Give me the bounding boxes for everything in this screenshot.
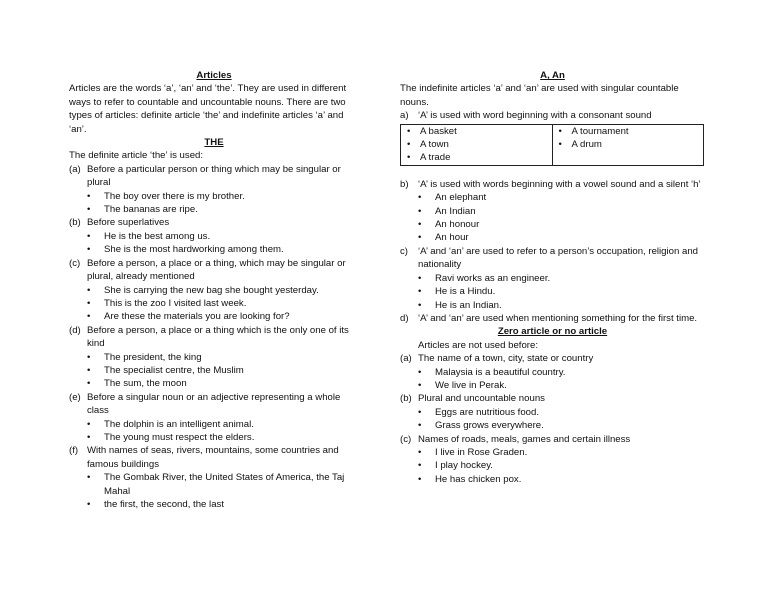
section-label: (c) <box>400 433 412 445</box>
section-text: Plural and uncountable nouns <box>418 393 545 405</box>
list-item: • The boy over there is my brother. <box>69 190 359 203</box>
the-heading: THE <box>204 137 224 149</box>
list-item: • The president, the king <box>69 351 359 364</box>
section-text: Before a particular person or thing which may be singular or plural <box>87 163 341 189</box>
section-text: Before a person, a place or a thing, which may be singular or plural, already mentioned <box>87 257 346 283</box>
rule-label: a) <box>400 110 409 122</box>
articles-intro: Articles are the words ‘a’, ‘an’ and ‘the’. They are used in different ways to refer to countable and uncountable nouns. There are two types of articles: definite article ‘the’ and indefinite articles ‘a’ and ‘an’. <box>69 83 347 135</box>
rule-text: ‘A’ and ‘an’ are used to refer to a person’s occupation, religion and nationality <box>418 245 698 271</box>
list-item: • Ravi works as an engineer. <box>400 272 705 285</box>
list-item: • Malaysia is a beautiful country. <box>400 366 705 379</box>
the-intro: The definite article ‘the’ is used: <box>69 150 204 162</box>
list-item: • The dolphin is an intelligent animal. <box>69 418 359 431</box>
list-item: • The bananas are ripe. <box>69 203 359 216</box>
rule-text: ‘A’ is used with words beginning with a vowel sound and a silent ‘h’ <box>418 178 701 190</box>
list-item: • He is the best among us. <box>69 230 359 243</box>
section-label: (a) <box>69 163 81 175</box>
list-item: • I play hockey. <box>400 459 705 472</box>
rule-text: ‘A’ and ‘an’ are used when mentioning something for the first time. <box>418 312 698 324</box>
right-column <box>400 69 705 486</box>
section-label: (b) <box>69 217 81 229</box>
zero-section-c <box>400 433 705 446</box>
section-text: Before a singular noun or an adjective representing a whole class <box>87 391 341 417</box>
list-item: • This is the zoo I visited last week. <box>69 297 359 310</box>
list-item: • The sum, the moon <box>69 377 359 390</box>
consonant-examples-table <box>400 124 704 166</box>
list-item: • We live in Perak. <box>400 379 705 392</box>
list-item: • The Gombak River, the United States of America, the Taj Mahal <box>69 471 359 498</box>
section-text: Before a person, a place or a thing which is the only one of its kind <box>87 324 349 350</box>
list-item: • Are these the materials you are looking for? <box>69 310 359 323</box>
list-item: • The young must respect the elders. <box>69 431 359 444</box>
list-item: • A basket <box>401 125 552 138</box>
list-item: • An Indian <box>400 205 705 218</box>
list-item: • He is an Indian. <box>400 299 705 312</box>
articles-title: Articles <box>196 70 232 81</box>
list-item: • A town <box>401 138 552 151</box>
list-item: • A drum <box>553 138 704 151</box>
rule-label: d) <box>400 312 409 324</box>
section-c <box>69 257 359 324</box>
rule-text: ‘A’ is used with word beginning with a consonant sound <box>418 110 652 122</box>
section-text: The name of a town, city, state or country <box>418 353 594 365</box>
list-item: • He is a Hindu. <box>400 285 705 298</box>
a-an-intro: The indefinite articles ‘a’ and ‘an’ are used with singular countable nouns. <box>400 83 679 108</box>
left-column <box>69 69 359 511</box>
section-label: (d) <box>69 324 81 336</box>
rule-b <box>400 178 705 191</box>
rule-a <box>400 109 705 122</box>
rule-c <box>400 245 705 272</box>
section-label: (f) <box>69 445 79 457</box>
section-text: Names of roads, meals, games and certain illness <box>418 433 631 445</box>
section-label: (c) <box>69 257 81 269</box>
zero-section-a <box>400 352 705 365</box>
table-cell-right <box>552 124 704 165</box>
list-item: • I live in Rose Graden. <box>400 446 705 459</box>
list-item: • She is carrying the new bag she bought yesterday. <box>69 284 359 297</box>
list-item: • He has chicken pox. <box>400 473 705 486</box>
list-item: • She is the most hardworking among them. <box>69 243 359 256</box>
section-b <box>69 216 359 256</box>
list-item: • An honour <box>400 218 705 231</box>
table-cell-left <box>401 124 553 165</box>
list-item: • A tournament <box>553 125 704 138</box>
zero-article-title: Zero article or no article <box>497 326 608 338</box>
a-an-title: A, An <box>540 70 565 81</box>
rule-label: b) <box>400 178 409 190</box>
section-label: (b) <box>400 393 412 405</box>
list-item: • the first, the second, the last <box>69 498 359 511</box>
section-a <box>69 163 359 217</box>
list-item: • Grass grows everywhere. <box>400 419 705 432</box>
section-text: Before superlatives <box>87 217 170 229</box>
zero-article-intro: Articles are not used before: <box>418 339 538 351</box>
rule-label: c) <box>400 245 408 257</box>
list-item: • An hour <box>400 231 705 244</box>
zero-section-b <box>400 392 705 405</box>
list-item: • Eggs are nutritious food. <box>400 406 705 419</box>
section-text: With names of seas, rivers, mountains, some countries and famous buildings <box>87 445 339 470</box>
section-f <box>69 444 359 511</box>
section-label: (a) <box>400 353 412 365</box>
list-item: • The specialist centre, the Muslim <box>69 364 359 377</box>
section-e <box>69 391 359 445</box>
list-item: • An elephant <box>400 191 705 204</box>
list-item: • A trade <box>401 151 552 164</box>
section-d <box>69 324 359 391</box>
section-label: (e) <box>69 391 81 403</box>
rule-d <box>400 312 705 325</box>
